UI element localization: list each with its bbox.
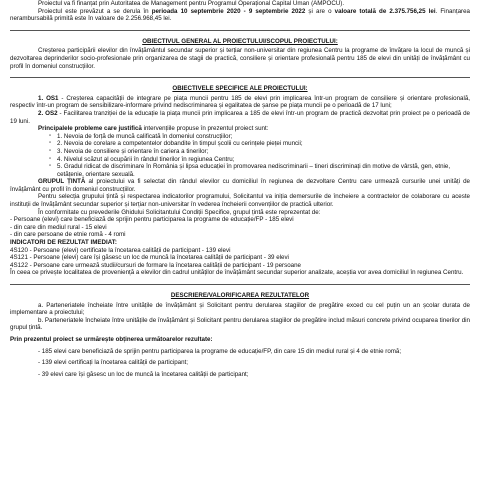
total-value-label: valoare totală de — [334, 7, 387, 15]
os2-label: 2. OS2 — [38, 109, 58, 117]
divider — [10, 77, 470, 78]
target-selection: Pentru selecția grupului țintă și respectarea indicatorilor programului, Solicitantul va iniția demersurile de încheiere a contractelor de colaborare cu aceste instituții de învățământ secundar superior și terțiar non-universitar în vederea încheierii convențiilor de practică ulterior. — [10, 193, 470, 209]
divider — [10, 284, 470, 285]
problems-list — [10, 133, 470, 179]
result-item: - 185 elevi care beneficiază de sprijin pentru participarea la programe de educație/FP, din care 15 din mediul rural și 4 de etnie romă; — [38, 347, 402, 355]
problems-label: Principalele probleme care justifică — [38, 125, 142, 133]
indicator-item: 4S120 - Persoane (elevi) certificate la încetarea calității de participant - 139 elevi — [10, 246, 231, 254]
indicators-note: În ceea ce privește localitatea de proveniență a elevilor din cadrul unităților de învățământ secundar superior analizate, aceștia vor avea domiciliul în regiunea Centru. — [10, 269, 464, 277]
list-item: ▫ 5. Gradul ridicat de discriminare în România și lipsa educației în promovarea nediscriminarii – tineri discriminați din motive de vârstă, gen, etnie, cetățenie, orientare sexuală. — [10, 163, 470, 178]
result-b: b. Parteneriatele încheiate între unitățile de învățământ și Solicitant pentru derularea stagiilor de pregătire includ măsuri concrete privind ocuparea tinerilor din grupul țintă. — [10, 316, 470, 332]
list-item: ▫ 3. Nevoia de consiliere și orientare în cariera a tinerilor; — [10, 148, 470, 156]
total-value: 2.375.756,25 lei — [389, 7, 436, 15]
intro-text: și are o — [305, 7, 335, 15]
results-pursue-text: Prin prezentul proiect se urmărește obținerea următoarelor rezultate: — [10, 335, 213, 343]
os1-label: 1. OS1 — [38, 94, 59, 102]
document-body — [10, 0, 470, 378]
indicator-item: 4S122 - Persoane care urmează studii/cursuri de formare la încetarea calității de participant - 19 persoane — [10, 261, 301, 269]
target-item: - din care din mediul rural - 15 elevi — [10, 223, 107, 231]
general-objective-text: Creșterea participării elevilor din învățământul secundar superior și terțiar non-universitar din regiunea Centru la programe de învățare la locul de muncă și dezvoltarea deprinderilor socio-profesionale prin organizarea de stagii de practică, consiliere și orientare profesională pentru 185 de elevi din unități de învățământ cu profil în domeniul construcțiilor. — [10, 47, 470, 70]
target-group-text: al proiectului va fi selectat din rândul elevilor cu domiciliul în regiunea de dezvoltare Centru care urmează cursurile unei unități de învățământ cu profil în domeniul construcțiilor. — [10, 178, 470, 193]
list-item: ▫ 4. Nivelul scăzut al ocupării în rândul tinerilor în regiunea Centru; — [10, 156, 470, 164]
problems-intro — [10, 125, 470, 133]
target-item: - Persoane (elevi) care beneficiază de sprijin pentru participarea la programe de educație/FP - 185 elevi — [10, 216, 294, 224]
intro-funding: Proiectul va fi finanțat prin Autoritatea de Management pentru Programul Operațional Capital Uman (AMPOCU). — [38, 0, 345, 7]
indicators-heading-text: INDICATORI DE REZULTAT IMEDIAT: — [10, 239, 117, 247]
list-item: ▫ 1. Nevoia de forță de muncă calificată în domeniul construcțiilor; — [10, 133, 470, 141]
target-item: - din care persoane de etnie romă - 4 romi — [10, 231, 126, 239]
os2-text: - Facilitarea tranziției de la educație la piața muncii prin implicarea a 185 de elevi într-un program de practică dezvoltat prin proiect pe o perioadă de 19 luni. — [10, 109, 470, 125]
results-heading: DESCRIERE/VALORIFICAREA REZULTATELOR — [170, 292, 310, 299]
objective-os1 — [10, 95, 470, 110]
target-compliance: În conformitate cu prevederile Ghidului Solicitantului Condiții Specifice, grupul țintă este reprezentat de: — [38, 208, 321, 216]
indicator-item: 4S121 - Persoane (elevi) care își găsesc un loc de muncă la încetarea calității de participant - 39 elevi — [10, 254, 289, 262]
general-objective-heading: OBIECTIVUL GENERAL AL PROIECTULUI/SCOPUL PROIECTULUI: — [142, 37, 338, 45]
target-group — [10, 178, 470, 193]
result-a: a. Parteneriatele încheiate între unitățile de învățământ și Solicitant pentru derularea stagiilor de pregătire exced cu cel puțin un an școlar durata de implementare a proiectului; — [10, 301, 470, 317]
intro-text: . Finanțarea nerambursabilă primită este în valoare de 2.256.968,45 lei. — [10, 7, 470, 23]
specific-objectives-heading: OBIECTIVELE SPECIFICE ALE PROIECTULUI: — [172, 85, 308, 93]
os1-text: - Creșterea capacității de integrare pe piața muncii pentru 185 de elevi prin implicarea într-un program de consiliere și orientare profesională, respectiv într-un program de sensibilizare-informare privind nediscriminarea și egalitatea de șanse pe piața muncii pe o perioadă de 17 luni; — [10, 94, 470, 110]
target-group-label: GRUPUL ȚINTĂ — [38, 178, 86, 186]
result-item: - 39 elevi care își găsesc un loc de muncă la încetarea calității de participant; — [38, 370, 249, 378]
problems-text: intervențiile propuse în prezentul proiect sunt: — [141, 125, 269, 133]
indicators-heading — [10, 239, 470, 247]
project-period: perioada 10 septembrie 2020 - 9 septembrie 2022 — [151, 7, 306, 15]
intro-period — [10, 8, 470, 23]
objective-os2 — [10, 110, 470, 125]
list-item: ▫ 2. Nevoia de corelare a competentelor dobandite în timpul școlii cu cerințele pieței muncii; — [10, 140, 470, 148]
divider — [10, 30, 470, 31]
intro-text: Proiectul este prevăzut a se derula în — [38, 7, 152, 15]
results-pursue — [10, 336, 470, 344]
result-item: - 139 elevi certificați la încetarea calității de participant; — [38, 359, 188, 367]
